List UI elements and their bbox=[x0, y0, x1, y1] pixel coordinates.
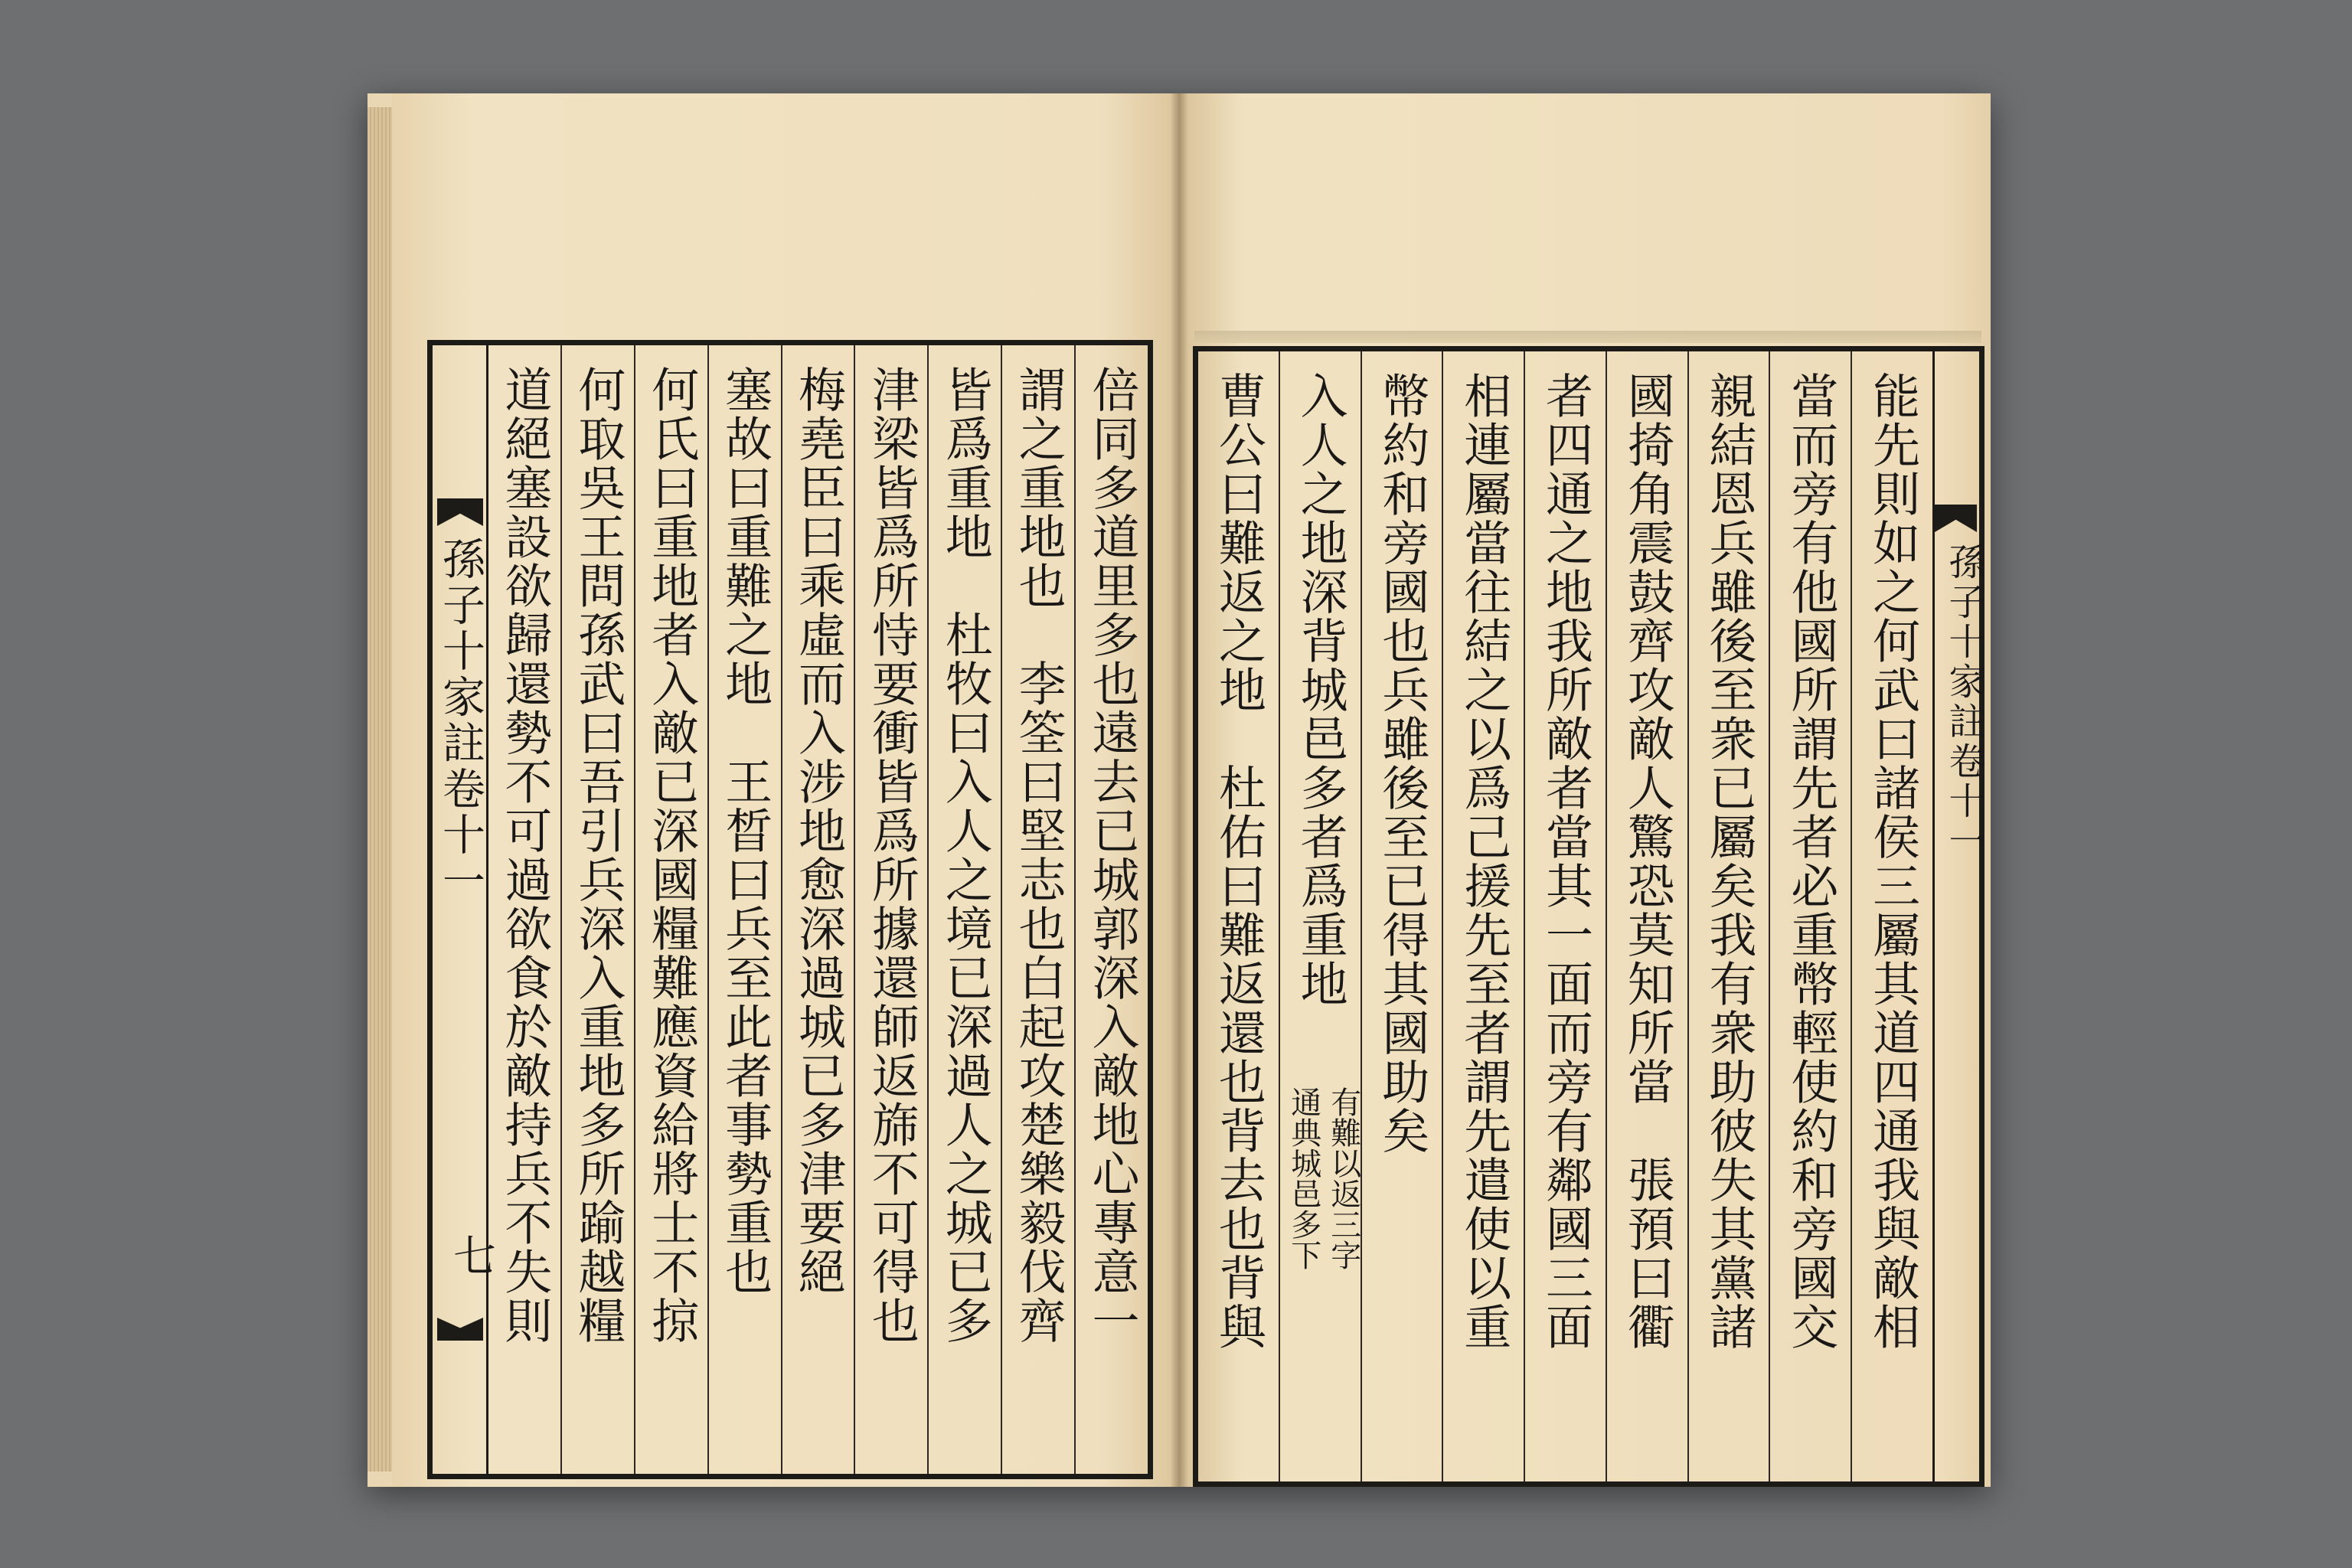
column-text: 道絕塞設欲歸還勢不可過欲食於敵持兵不失則 bbox=[496, 365, 553, 1345]
text-column bbox=[929, 345, 1002, 1474]
right-banxin bbox=[1932, 351, 1985, 1481]
text-column bbox=[782, 345, 856, 1474]
folio-number: 七 bbox=[446, 1233, 496, 1276]
text-column bbox=[1198, 351, 1280, 1481]
text-column bbox=[1525, 351, 1607, 1481]
column-text: 倍同多道里多也遠去已城郭深入敵地心專意一 bbox=[1084, 365, 1141, 1345]
banxin-title: 孫子十家註卷十一 bbox=[1942, 543, 1985, 861]
fish-tail-upper-icon bbox=[437, 498, 483, 526]
column-text: 梅堯臣曰乘虛而入涉地愈深過城已多津要絕 bbox=[790, 365, 847, 1296]
fish-tail-lower-icon bbox=[437, 1318, 483, 1341]
text-column bbox=[1852, 351, 1932, 1481]
text-column bbox=[1002, 345, 1076, 1474]
text-column bbox=[488, 345, 562, 1474]
interlinear-note: 有難以返三字 bbox=[1325, 1086, 1361, 1270]
book-gutter bbox=[1170, 93, 1188, 1487]
page-stack-edge bbox=[368, 107, 394, 1472]
left-text-frame bbox=[427, 340, 1153, 1479]
fish-tail-icon bbox=[1935, 505, 1977, 532]
column-text: 曹公曰難返之地 杜佑曰難返還也背去也背與 bbox=[1210, 371, 1267, 1351]
column-text: 能先則如之何武曰諸侯三屬其道四通我與敵相 bbox=[1864, 371, 1921, 1351]
text-column bbox=[562, 345, 635, 1474]
text-column bbox=[855, 345, 929, 1474]
column-text: 塞故曰重難之地 王晳曰兵至此者事勢重也 bbox=[717, 365, 773, 1296]
column-text: 入人之地深背城邑多者爲重地 bbox=[1292, 371, 1349, 1008]
text-column bbox=[1770, 351, 1852, 1481]
ghost-print-line bbox=[1194, 331, 1981, 343]
left-columns bbox=[488, 345, 1148, 1474]
column-text: 津梁皆爲所恃要衝皆爲所據還師返旆不可得也 bbox=[864, 365, 920, 1345]
text-column bbox=[709, 345, 782, 1474]
banxin-title: 孫子十家註卷十一 bbox=[436, 537, 485, 904]
column-text: 當而旁有他國所謂先者必重幣輕使約和旁國交 bbox=[1782, 371, 1839, 1351]
text-column bbox=[1607, 351, 1689, 1481]
column-text: 幣約和旁國也兵雖後至已得其國助矣 bbox=[1374, 371, 1430, 1155]
text-column bbox=[1076, 345, 1148, 1474]
column-text: 者四通之地我所敵者當其一面而旁有鄰國三面 bbox=[1537, 371, 1594, 1351]
column-text: 何氏曰重地者入敵已深國糧難應資給將士不掠 bbox=[643, 365, 700, 1345]
text-column bbox=[635, 345, 709, 1474]
right-text-frame bbox=[1193, 346, 1984, 1487]
column-text: 相連屬當往結之以爲己援先至者謂先遣使以重 bbox=[1455, 371, 1512, 1351]
right-columns bbox=[1198, 351, 1932, 1481]
column-text: 皆爲重地 杜牧曰入人之境已深過人之城已多 bbox=[937, 365, 994, 1345]
column-text: 國掎角震鼓齊攻敵人驚恐莫知所當 張預曰衢 bbox=[1619, 371, 1676, 1351]
column-text: 親結恩兵雖後至衆已屬矣我有衆助彼失其黨諸 bbox=[1701, 371, 1758, 1351]
interlinear-note: 通典城邑多下 bbox=[1285, 1086, 1321, 1270]
column-text: 謂之重地也 李筌曰堅志也白起攻楚樂毅伐齊 bbox=[1011, 365, 1067, 1345]
column-text: 何取吳王問孫武曰吾引兵深入重地多所踰越糧 bbox=[570, 365, 626, 1345]
text-column bbox=[1280, 351, 1362, 1481]
text-column bbox=[1443, 351, 1525, 1481]
left-banxin bbox=[433, 345, 496, 1474]
text-column bbox=[1362, 351, 1444, 1481]
text-column bbox=[1689, 351, 1771, 1481]
open-book bbox=[368, 93, 1991, 1487]
